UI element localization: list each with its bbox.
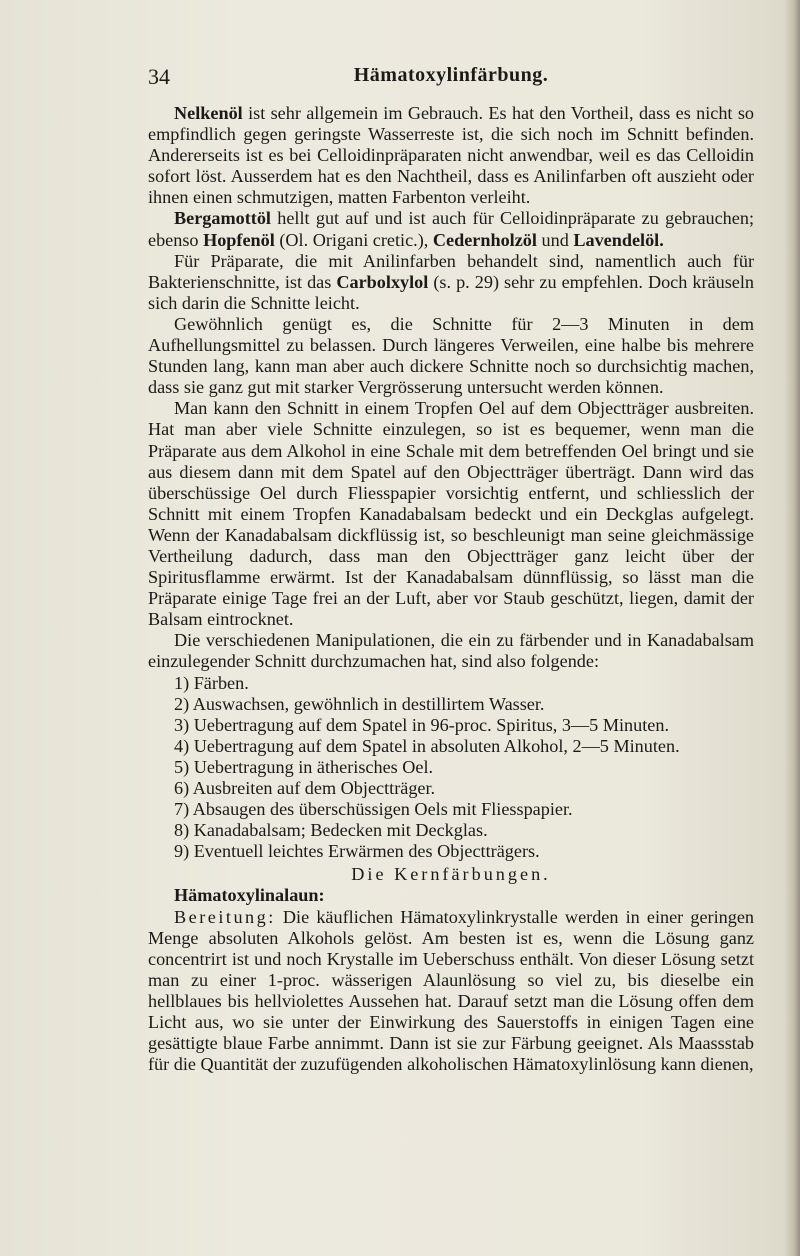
body-text xyxy=(148,103,754,1075)
term-cedernholzoel: Cedernholzöl xyxy=(432,229,537,250)
paragraph-bereitung xyxy=(148,907,754,1076)
list-item: 3) Uebertragung auf dem Spatel in 96-proc. Spiritus, 3—5 Minuten. xyxy=(174,714,670,735)
paragraph-manipulations: Die verschiedenen Manipulationen, die ein zu färbender und in Kanadabalsam einzulegender Schnitt durchzumachen hat, sind also folgende: xyxy=(148,630,754,672)
paragraph-text: und xyxy=(536,229,574,250)
steps-list xyxy=(148,673,754,863)
paragraph-procedure: Man kann den Schnitt in einem Tropfen Oel auf dem Objectträger ausbreiten. Hat man aber viele Schnitte einzulegen, so ist es bequemer, wenn man die Präparate aus dem Alkohol in eine Schale mit dem betreffenden Oel bringt und sie aus diesem dann mit dem Spatel auf den Objectträger überträgt. Dann wird das überschüssige Oel durch Fliesspapier vorsichtig entfernt, und schliesslich der Schnitt mit einem Tropfen Kanadabalsam bedeckt und ein Deckglas aufgelegt. Wenn der Kanadabalsam dickflüssig ist, so beschleunigt man seine gleichmässige Vertheilung dadurch, dass man den Objectträger ganz leicht über der Spiritusflamme erwärmt. Ist der Kanadabalsam dünnflüssig, so lässt man die Präparate einige Tage frei an der Luft, aber vor Staub geschützt, liegen, damit der Balsam eintrocknet. xyxy=(148,398,754,630)
list-item: 9) Eventuell leichtes Erwärmen des Objectträgers. xyxy=(174,841,540,862)
lead-word: Bereitung: xyxy=(174,906,276,927)
paragraph-text: (Ol. Origani cretic.), xyxy=(274,229,433,250)
list-item: 4) Uebertragung auf dem Spatel in absoluten Alkohol, 2—5 Minuten. xyxy=(174,735,680,756)
paragraph-nelkenoel xyxy=(148,103,754,208)
page-header xyxy=(148,64,754,90)
term-carbolxylol: Carbolxylol xyxy=(336,271,429,292)
paragraph-text: Für Präparate, die mit Anilinfarben behandelt sind, namentlich auch für Bakterienschnitte, ist das xyxy=(148,250,754,292)
paragraph-text: ist sehr allgemein im Gebrauch. Es hat den Vortheil, dass es nicht so empfindlich gegen geringste Wasserreste ist, die sich noch im Schnitt befinden. Andererseits ist es bei Celloidinpräparaten nicht anwendbar, weil es das Celloidin sofort löst. Ausserdem hat es den Nachtheil, dass es Anilinfarben oft auszieht oder ihnen einen schmutzigen, matten Farbenton verleiht. xyxy=(148,103,754,208)
paragraph-text: hellt gut auf und ist auch für Celloidinpräparate zu gebrauchen; ebenso xyxy=(148,208,754,250)
list-item: 1) Färben. xyxy=(174,672,249,693)
term-hopfenoel: Hopfenöl xyxy=(203,229,275,250)
paragraph-text: Die käuflichen Hämatoxylinkrystalle werden in einer geringen Menge absoluten Alkohols gelöst. Am besten ist es, wenn die Lösung ganz concentrirt ist und noch Krystalle im Ueberschuss enthält. Von dieser Lösung setzt man zu einer 1-proc. wässerigen Alaunlösung so viel zu, bis dieselbe ein hellblaues bis hellviolettes Aussehen hat. Darauf setzt man die Lösung offen dem Licht aus, wo sie unter der Einwirkung des Sauerstoffs in einigen Tagen eine gesättigte blaue Farbe annimmt. Dann ist sie zur Färbung geeignet. Als Maassstab für die Quantität der zuzufügenden alkoholischen Hämatoxylinlösung kann dienen, xyxy=(148,906,754,1075)
paragraph-bergamottoel xyxy=(148,208,754,250)
page-number: 34 xyxy=(148,64,170,89)
paragraph-text: (s. p. 29) sehr zu empfehlen. Doch kräuseln sich darin die Schnitte leicht. xyxy=(148,271,755,313)
page-edge-shadow xyxy=(784,0,800,1256)
paragraph-carbolxylol xyxy=(148,251,754,314)
list-item: 7) Absaugen des überschüssigen Oels mit Fliesspapier. xyxy=(174,799,573,820)
list-item: 6) Ausbreiten auf dem Objectträger. xyxy=(174,778,436,798)
section-heading: Die Kernfärbungen. xyxy=(351,864,551,885)
term-lavendeloel: Lavendelöl. xyxy=(573,229,664,250)
running-title: Hämatoxylinfärbung. xyxy=(353,64,549,86)
paragraph-duration: Gewöhnlich genügt es, die Schnitte für 2—3 Minuten in dem Aufhellungsmittel zu belassen. Durch längeres Verweilen, eine halbe bis mehrere Stunden lang, kann man aber auch dickere Schnitte noch so durchsichtig machen, dass sie ganz gut mit starker Vergrösserung untersucht werden können. xyxy=(148,313,754,398)
term-bergamottoel: Bergamottöl xyxy=(174,208,271,229)
list-item: 8) Kanadabalsam; Bedecken mit Deckglas. xyxy=(174,820,488,841)
list-item: 2) Auswachsen, gewöhnlich in destillirtem Wasser. xyxy=(174,693,545,714)
subheading: Hämatoxylinalaun: xyxy=(174,885,325,906)
list-item: 5) Uebertragung in ätherisches Oel. xyxy=(174,756,434,777)
term-nelkenoel: Nelkenöl xyxy=(174,103,243,123)
